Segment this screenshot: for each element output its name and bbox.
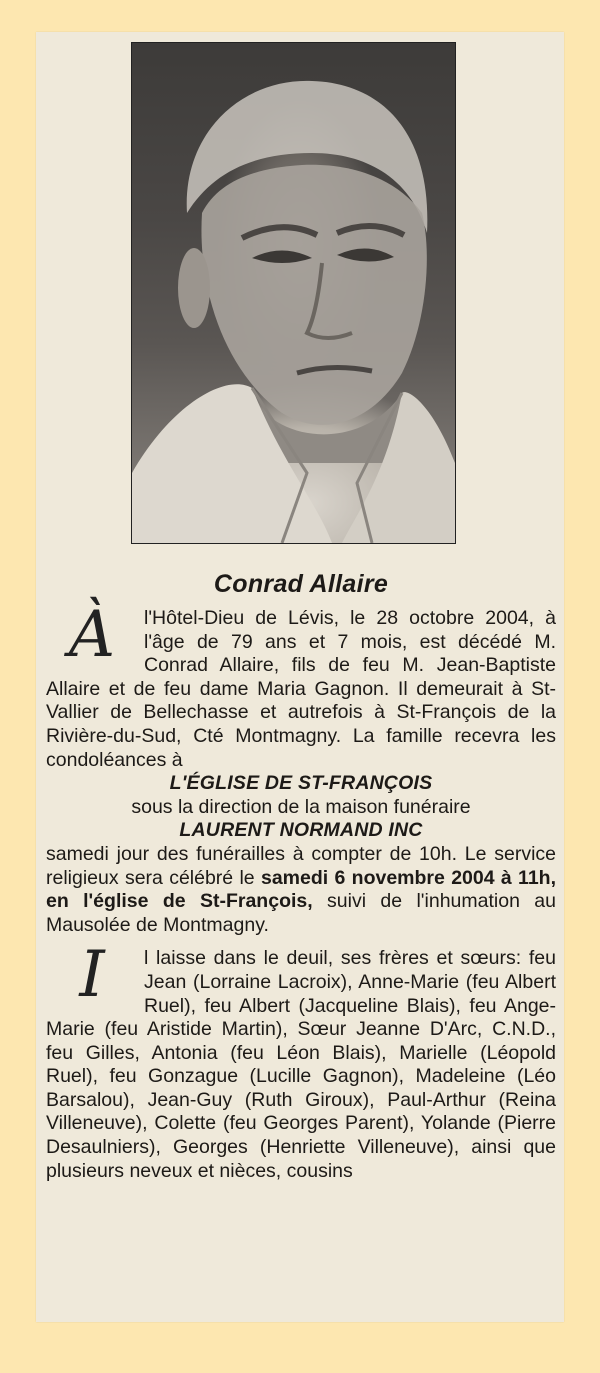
survivors-text: l laisse dans le deuil, ses frères et sœurs: feu Jean (Lorraine Lacroix), Anne-Marie (feu Albert Ruel), feu Albert (Jacqueline Blais), feu Ange-Marie (feu Aristide Martin), Sœur Jeanne D'Arc, C.N.D., feu Gilles, Antonia (feu Léon Blais), Marielle (Léopold Ruel), feu Gonzague (Lucille Gagnon), Madeleine (Léo Barsalou), Jean-Guy (Ruth Giroux), Paul-Arthur (Reina Villeneuve), Colette (feu Georges Parent), Yolande (Pierre Desaulniers), Georges (Henriette Villeneuve), ainsi que plusieurs neveux et nièces, cousins [46, 947, 556, 1182]
deceased-name: Conrad Allaire [213, 570, 389, 598]
service-text: samedi jour des funérailles à compter de 10h. Le service religieux sera célébré le [46, 842, 556, 889]
portrait-photo [131, 42, 456, 544]
announcement-text: l'Hôtel-Dieu de Lévis, le 28 octobre 2004, à l'âge de 79 ans et 7 mois, est décédé M. Conrad Allaire, fils de feu M. Jean-Baptiste Allaire et de feu dame Maria Gagnon. Il demeurait à St-Vallier de Bellechasse et autrefois à St-François de la Rivière-du-Sud, Cté Montmagny. La famille recevra les condoléances à [46, 607, 556, 771]
funeral-direction: sous la direction de la maison funéraire [131, 795, 471, 818]
burial-text: suivi de l'inhumation au Mausolée de Montmagny. [46, 890, 556, 936]
church-name: L'ÉGLISE DE ST-FRANÇOIS [169, 772, 433, 795]
second-paragraph [46, 938, 556, 1183]
newspaper-clipping [36, 32, 564, 1322]
dropcap-a: À [68, 598, 116, 672]
obituary-text [46, 567, 556, 1183]
service-date: samedi 6 novembre 2004 à 11h, en l'église de St-François, [46, 866, 556, 913]
dropcap-i: I [79, 938, 105, 1013]
funeral-home-name: LAURENT NORMAND INC [179, 819, 423, 842]
first-paragraph [46, 598, 556, 937]
portrait-image [132, 43, 455, 543]
